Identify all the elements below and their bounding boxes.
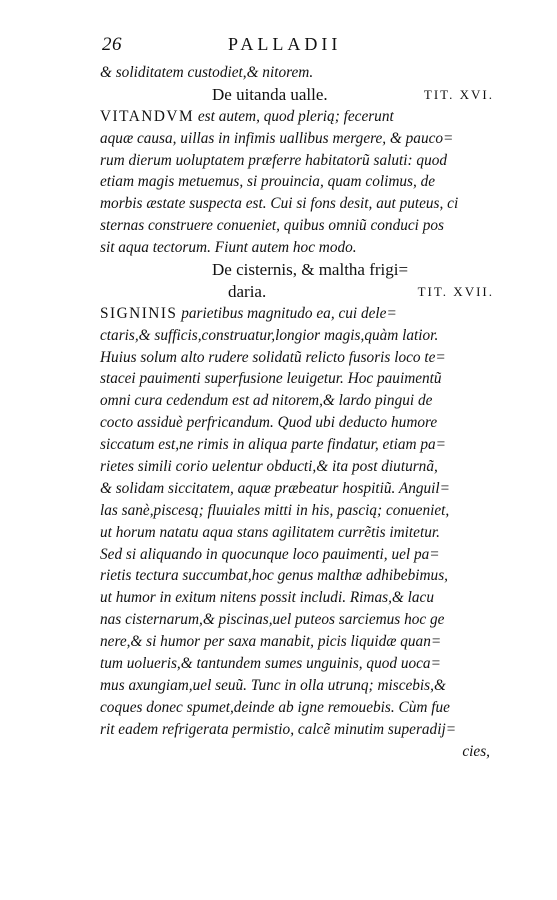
title-number: TIT. XVI. (423, 86, 494, 102)
section-heading-de-uitanda-ualle: De uitanda ualle. TIT. XVI. (212, 84, 494, 104)
text-line: aquæ causa, uillas in infimis uallibus mergere, & pauco= (100, 129, 454, 147)
text-line: omni cura cedendum est ad nitorem,& lardo pingui de (100, 392, 433, 410)
text-line: rietes simili corio uelentur obducti,& ita post diuturnã, (100, 458, 438, 476)
running-head (0, 34, 557, 56)
text-line: ctaris,& sufficis,construatur,longior magis,quàm latior. (100, 326, 439, 344)
text-line: sternas construere conueniet, quibus omniũ conduci pos (100, 217, 444, 235)
text-line: ut humor in exitum nitens possit includi. Rimas,& lacu (100, 589, 434, 607)
page-number: 26 (102, 34, 122, 55)
text-line: stacei pauimenti superfusione leuigetur. Hoc pauimentũ (100, 370, 442, 388)
text-line: etiam magis metuemus, si prouincia, quam colimus, de (100, 173, 436, 191)
text-line: rit eadem refrigerata permistio, calcẽ minutim superadij= (100, 720, 457, 738)
text-line: rietis tectura succumbat,hoc genus malthæ adhibebimus, (100, 567, 448, 585)
initial-caps: SIGNINIS (100, 304, 178, 322)
text-line: Huius solum alto rudere solidatũ relicto fusoris loco te= (100, 348, 446, 366)
text-line: morbis æstate suspecta est. Cui si fons desit, aut puteus, ci (100, 195, 459, 213)
text-line: nas cisternarum,& piscinas,uel puteos sarciemus hoc ge (100, 611, 445, 629)
text-line: coques donec spumet,deinde ab igne remouebis. Cùm fue (100, 698, 450, 716)
body-text (100, 62, 494, 763)
text-line: mus axungiam,uel seuũ. Tunc in olla utrunq; miscebis,& (100, 676, 446, 694)
text-line: las sanè,piscesą; fluuiales mitti in his, pascią; conueniet, (100, 501, 450, 519)
text-line: sit aqua tectorum. Fiunt autem hoc modo. (100, 239, 357, 257)
text-line: VITANDVM est autem, quod plerią; fecerunt (100, 107, 394, 125)
text-line: nere,& si humor per saxa manabit, picis liquidæ quan= (100, 633, 442, 651)
section-heading-continuation: daria. TIT. XVII. (228, 281, 494, 301)
initial-caps: VITANDVM (100, 107, 195, 125)
text-line: & solidam siccitatem, aquæ præbeatur hospitiũ. Anguil= (100, 479, 450, 497)
text-line: tum uolueris,& tantundem sumes unguinis, quod uoca= (100, 655, 441, 673)
text-line: ut horum natatu aqua stans agilitatem currẽtis imitetur. (100, 523, 440, 541)
text-line: SIGNINIS parietibus magnitudo ea, cui dele= (100, 304, 397, 322)
text-line: & soliditatem custodiet,& nitorem. (100, 64, 314, 81)
section-heading-de-cisternis: De cisternis, & maltha frigi= (212, 260, 409, 280)
text-line: rum dierum uoluptatem præferre habitatorũ saluti: quod (100, 151, 448, 169)
text-line: cocto assiduè perfricandum. Quod ubi deducto humore (100, 414, 438, 432)
running-title: PALLADII (228, 34, 342, 54)
text-line: siccatum est,ne rimis in aliqua parte findatur, etiam pa= (100, 436, 446, 454)
text-line: Sed si aliquando in quocunque loco pauimenti, uel pa= (100, 545, 440, 563)
text-line-final-word: cies, (462, 742, 490, 760)
title-number: TIT. XVII. (417, 283, 494, 299)
